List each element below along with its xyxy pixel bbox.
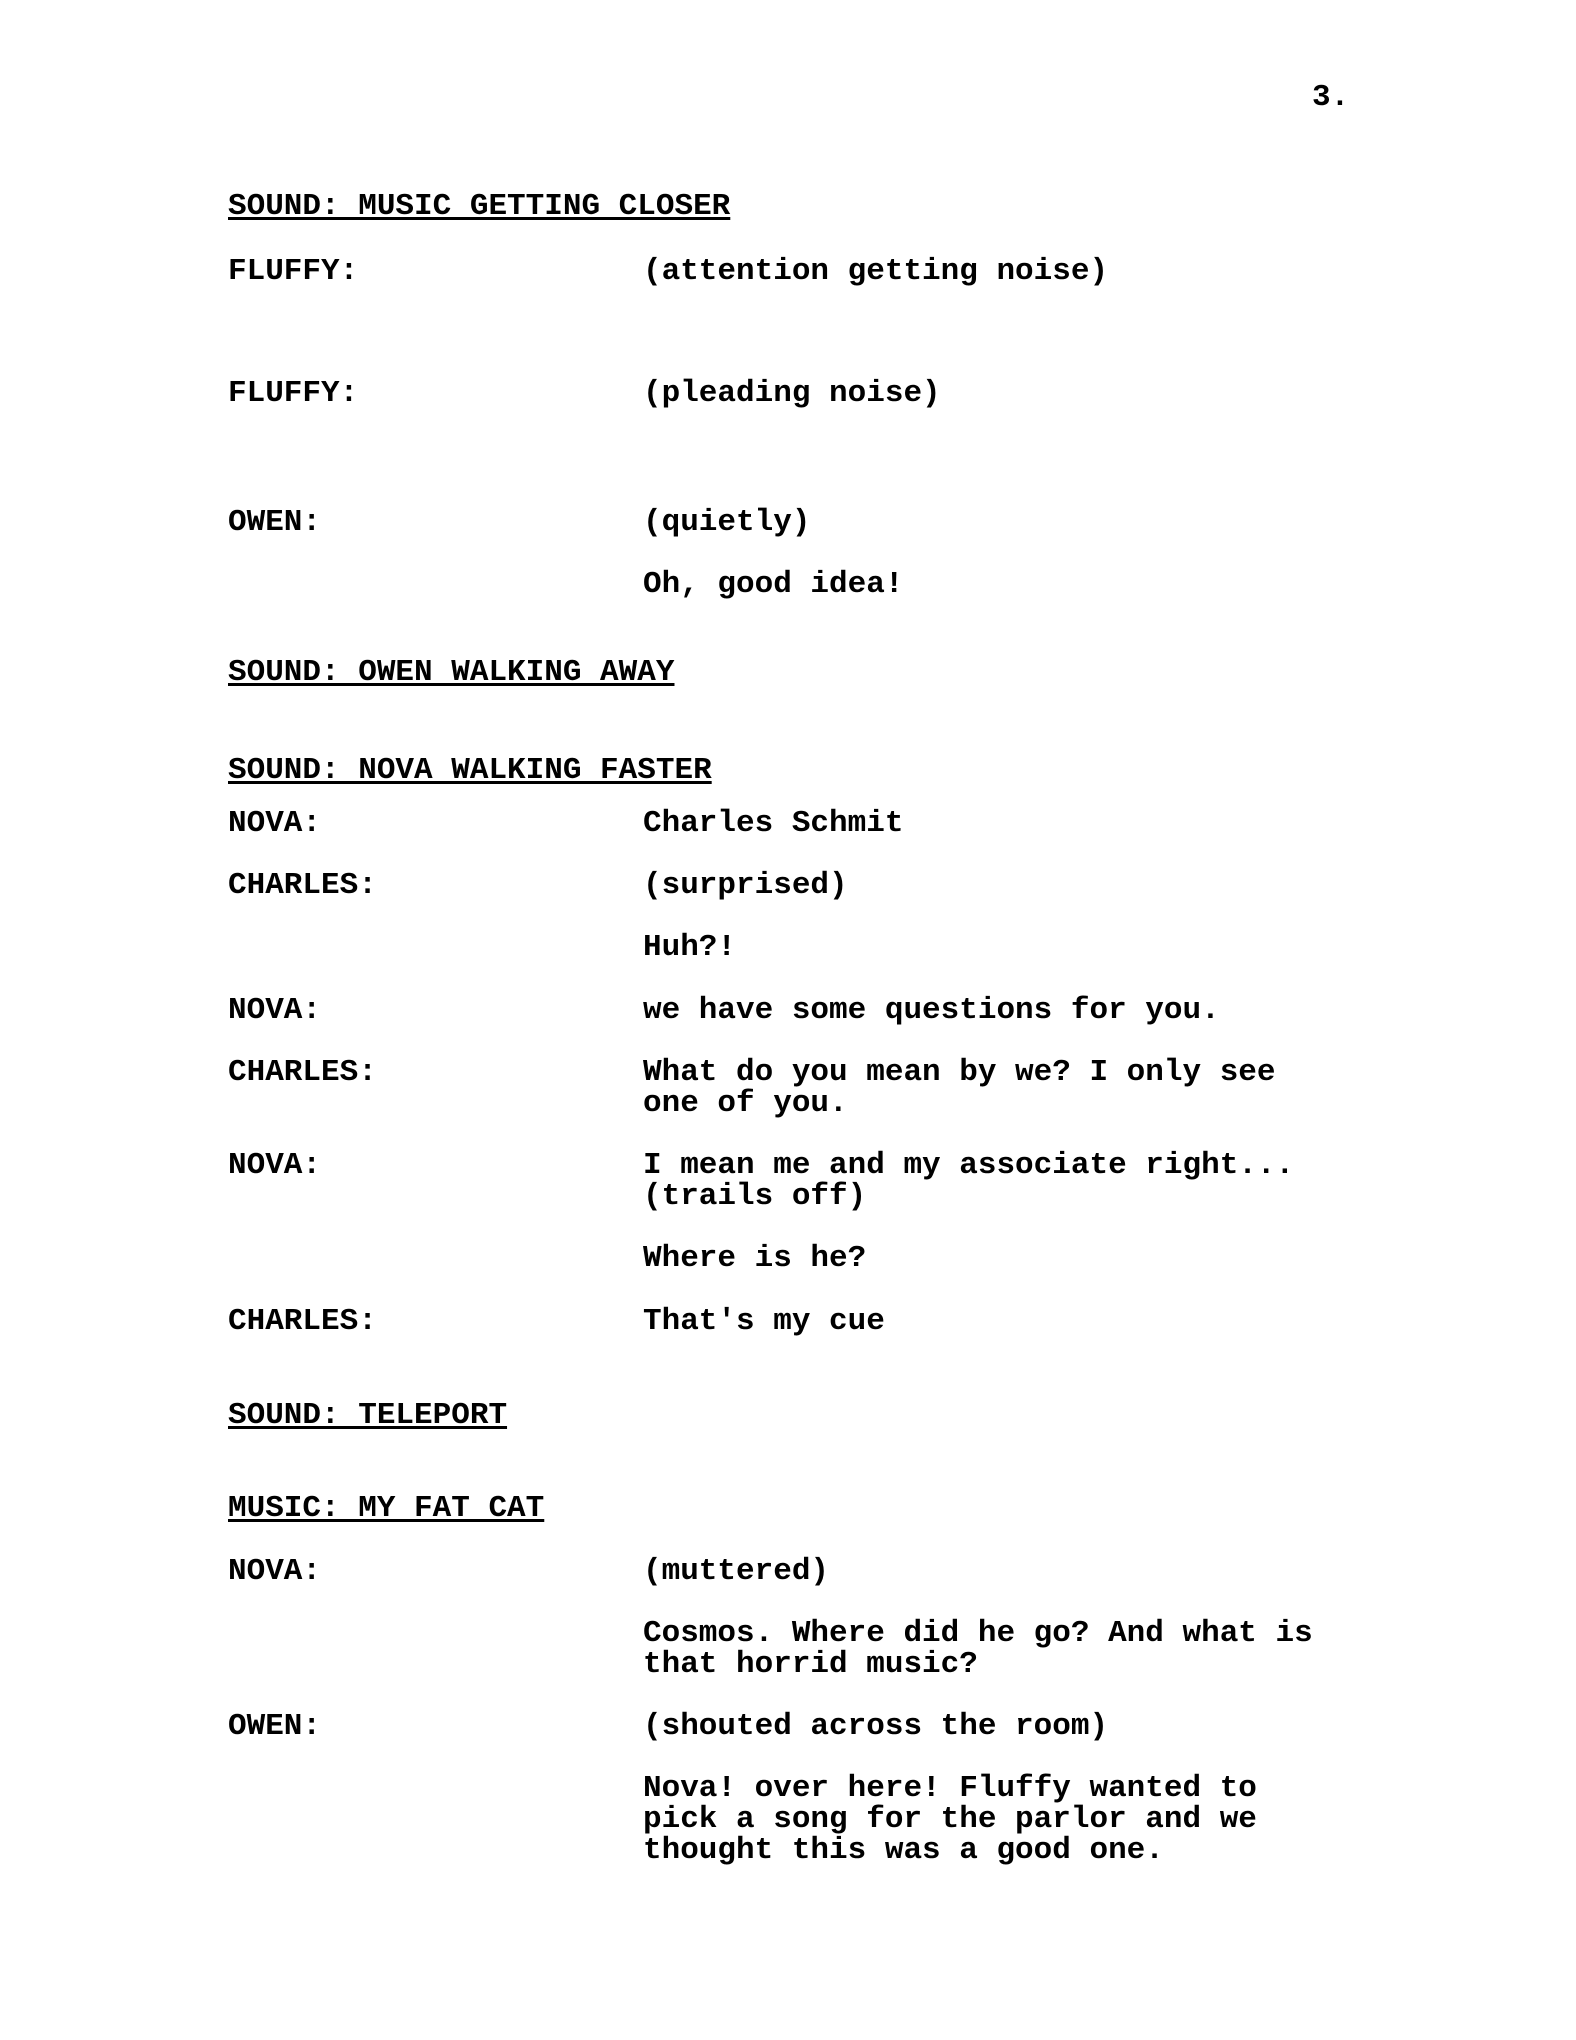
page-number: 3. <box>1312 80 1350 115</box>
character-name: OWEN: <box>228 505 322 540</box>
dialogue-text: (quietly) Oh, good idea! <box>643 505 904 602</box>
dialogue-text: I mean me and my associate right... (trails off) Where is he? <box>643 1148 1295 1276</box>
dialogue-text: (muttered) Cosmos. Where did he go? And what is that horrid music? <box>643 1554 1313 1682</box>
sound-cue-text: SOUND: NOVA WALKING FASTER <box>228 753 712 788</box>
dialogue-text: Charles Schmit <box>643 806 904 841</box>
sound-cue-text: SOUND: MUSIC GETTING CLOSER <box>228 189 731 224</box>
character-name: CHARLES: <box>228 1055 377 1090</box>
dialogue-text: That's my cue <box>643 1304 885 1339</box>
sound-cue-text: SOUND: TELEPORT <box>228 1398 508 1433</box>
character-name: CHARLES: <box>228 1304 377 1339</box>
dialogue-text: we have some questions for you. <box>643 993 1220 1028</box>
dialogue-text: (pleading noise) <box>643 376 941 411</box>
character-name: NOVA: <box>228 1148 322 1183</box>
character-name: FLUFFY: <box>228 376 359 411</box>
music-cue-text: MUSIC: MY FAT CAT <box>228 1491 545 1526</box>
character-name: NOVA: <box>228 1554 322 1589</box>
dialogue-text: (surprised) Huh?! <box>643 868 848 965</box>
character-name: CHARLES: <box>228 868 377 903</box>
dialogue-text: What do you mean by we? I only see one of you. <box>643 1055 1276 1121</box>
sound-cue-text: SOUND: OWEN WALKING AWAY <box>228 655 675 690</box>
dialogue-text: (attention getting noise) <box>643 254 1109 289</box>
character-name: FLUFFY: <box>228 254 359 289</box>
character-name: NOVA: <box>228 806 322 841</box>
character-name: OWEN: <box>228 1709 322 1744</box>
dialogue-text: (shouted across the room) Nova! over here! Fluffy wanted to pick a song for the parlor and we thought this was a good one. <box>643 1709 1257 1868</box>
character-name: NOVA: <box>228 993 322 1028</box>
